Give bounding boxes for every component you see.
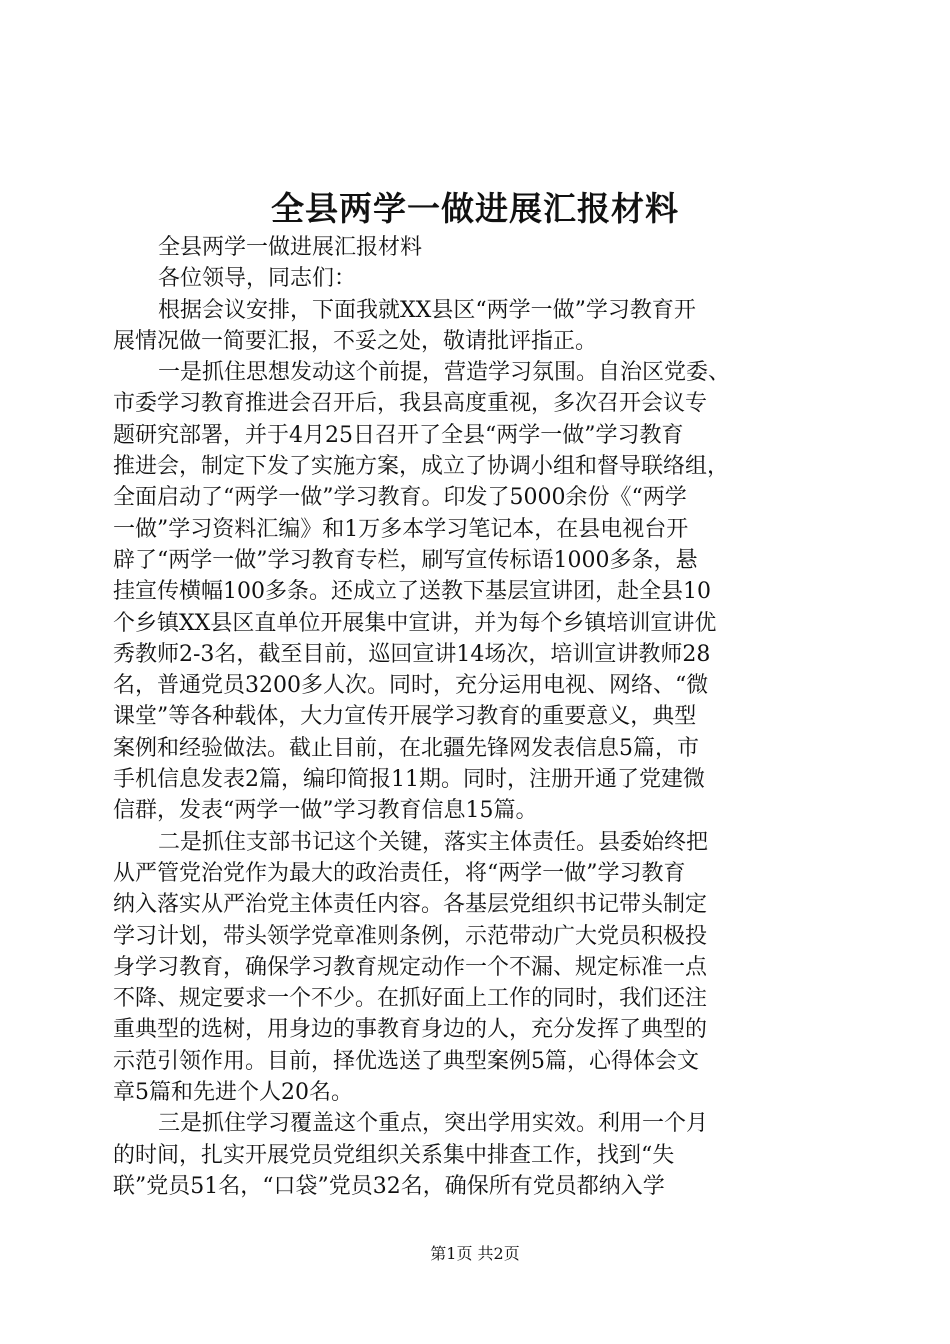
- body-line: 市委学习教育推进会召开后，我县高度重视，多次召开会议专: [113, 391, 708, 417]
- body-line: 题研究部署，并于4月25日召开了全县“两学一做”学习教育: [113, 422, 684, 448]
- body-line: 手机信息发表2篇，编印简报11期。同时，注册开通了党建微: [113, 767, 705, 793]
- body-line: 的时间，扎实开展党员党组织关系集中排查工作，找到“失: [113, 1142, 675, 1168]
- body-line: 纳入落实从严治党主体责任内容。各基层党组织书记带头制定: [113, 892, 708, 918]
- body-line: 秀教师2-3名，截至目前，巡回宣讲14场次，培训宣讲教师28: [113, 641, 711, 667]
- body-line: 不降、规定要求一个不少。在抓好面上工作的同时，我们还注: [113, 986, 708, 1012]
- body-line: 章5篇和先进个人20名。: [113, 1080, 353, 1106]
- body-line: 名，普通党员3200多人次。同时，充分运用电视、网络、“微: [113, 673, 709, 699]
- body-line: 二是抓住支部书记这个关键，落实主体责任。县委始终把: [158, 829, 709, 855]
- body-line: 三是抓住学习覆盖这个重点，突出学用实效。利用一个月: [158, 1111, 709, 1137]
- document-title: 全县两学一做进展汇报材料: [271, 189, 679, 228]
- document-body: [113, 232, 838, 1202]
- body-line: 个乡镇XX县区直单位开展集中宣讲，并为每个乡镇培训宣讲优: [113, 610, 717, 636]
- body-line: 根据会议安排，下面我就XX县区“两学一做”学习教育开: [158, 297, 696, 323]
- body-line: 示范引领作用。目前，择优选送了典型案例5篇，心得体会文: [113, 1048, 699, 1074]
- body-line: 推进会，制定下发了实施方案，成立了协调小组和督导联络组，: [113, 454, 730, 480]
- body-line: 一是抓住思想发动这个前提，营造学习氛围。自治区党委、: [158, 360, 731, 386]
- body-line: 课堂”等各种载体，大力宣传开展学习教育的重要意义，典型: [113, 704, 697, 730]
- body-line: 挂宣传横幅100多条。还成立了送教下基层宣讲团，赴全县10: [113, 579, 711, 605]
- body-line: 展情况做一简要汇报，不妥之处，敬请批评指正。: [113, 328, 598, 354]
- body-line: 全县两学一做进展汇报材料: [158, 235, 423, 260]
- body-line: 信群，发表“两学一做”学习教育信息15篇。: [113, 798, 538, 824]
- body-line: 联”党员51名，“口袋”党员32名，确保所有党员都纳入学: [113, 1173, 665, 1199]
- body-line: 身学习教育，确保学习教育规定动作一个不漏、规定标准一点: [113, 954, 708, 980]
- body-line: 全面启动了“两学一做”学习教育。印发了5000余份《“两学: [113, 485, 687, 511]
- body-line: 案例和经验做法。截止目前，在北疆先锋网发表信息5篇，市: [113, 735, 699, 761]
- body-line: 从严管党治党作为最大的政治责任，将“两学一做”学习教育: [113, 860, 686, 886]
- body-line: 重典型的选树，用身边的事教育身边的人，充分发挥了典型的: [113, 1017, 708, 1043]
- body-line: 各位领导，同志们：: [158, 266, 357, 292]
- page-footer: 第1页 共2页: [430, 1244, 520, 1263]
- body-line: 一做”学习资料汇编》和1万多本学习笔记本，在县电视台开: [113, 516, 689, 542]
- body-line: 辟了“两学一做”学习教育专栏，刷写宣传标语1000多条，悬: [113, 547, 698, 573]
- body-line: 学习计划，带头领学党章准则条例，示范带动广大党员积极投: [113, 923, 708, 949]
